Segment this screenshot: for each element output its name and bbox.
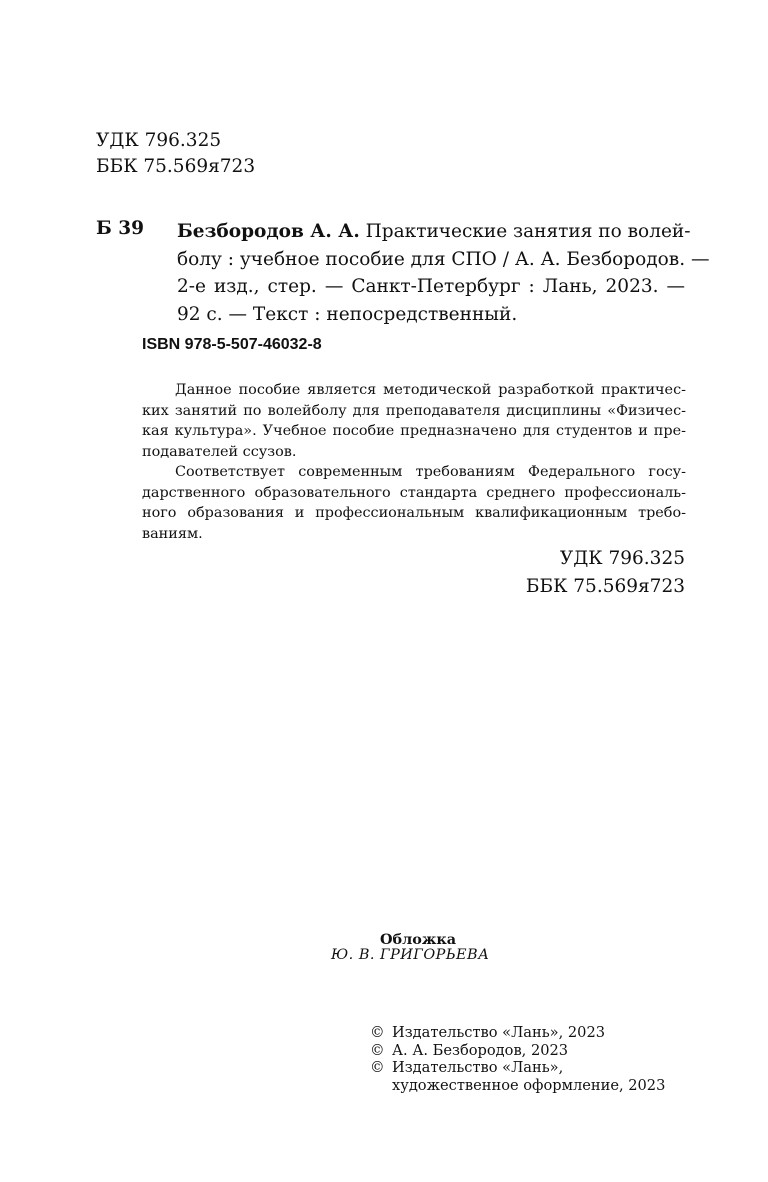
bbk-code: ББК 75.569я723	[96, 156, 256, 177]
author-mark: Б 39	[96, 218, 144, 239]
bibliographic-record	[177, 218, 710, 328]
copyright-line: Издательство «Лань»,	[392, 1059, 564, 1076]
copyright-symbol: ©	[370, 1059, 385, 1076]
biblio-line-2: болу : учебное пособие для СПО / А. А. Безбородов. —	[177, 248, 710, 270]
udk-code: УДК 796.325	[96, 130, 222, 151]
copyright-symbol: ©	[370, 1024, 385, 1041]
abstract-line: ваниям.	[142, 525, 203, 542]
biblio-line-1: Практические занятия по волей-	[365, 221, 691, 242]
cover-artist: Ю. В. ГРИГОРЬЕВА	[331, 947, 490, 963]
isbn: ISBN 978-5-507-46032-8	[142, 336, 322, 353]
copyright-line: художественное оформление, 2023	[392, 1076, 666, 1094]
copyright-line: А. А. Безбородов, 2023	[392, 1041, 569, 1059]
abstract-line: Соответствует современным требованиям Федерального госу-	[175, 464, 686, 480]
cover-label: Обложка	[380, 931, 457, 948]
abstract-line: подавателей ссузов.	[142, 443, 297, 460]
abstract-line: дарственного образовательного стандарта среднего профессиональ-	[142, 484, 686, 501]
abstract	[142, 380, 686, 544]
copyright-block	[370, 1024, 665, 1094]
abstract-line: кая культура». Учебное пособие предназначено для студентов и пре-	[142, 423, 686, 439]
abstract-line: ких занятий по волейболу для преподавателя дисциплины «Физичес-	[142, 402, 686, 419]
bbk-code: ББК 75.569я723	[525, 576, 685, 597]
udk-code: УДК 796.325	[559, 548, 685, 569]
author-name: Безбородов А. А.	[177, 221, 360, 242]
bottom-classification-codes	[478, 545, 685, 601]
abstract-line: Данное пособие является методической разработкой практичес-	[175, 382, 686, 398]
top-classification-codes	[96, 128, 255, 180]
abstract-line: ного образования и профессиональным квалификационным требо-	[142, 505, 686, 521]
biblio-line-4: 92 с. — Текст : непосредственный.	[177, 303, 518, 325]
copyright-symbol: ©	[370, 1041, 385, 1059]
biblio-line-3: 2-е изд., стер. — Санкт-Петербург : Лань, 2023. —	[177, 276, 685, 297]
copyright-line: Издательство «Лань», 2023	[392, 1024, 606, 1041]
